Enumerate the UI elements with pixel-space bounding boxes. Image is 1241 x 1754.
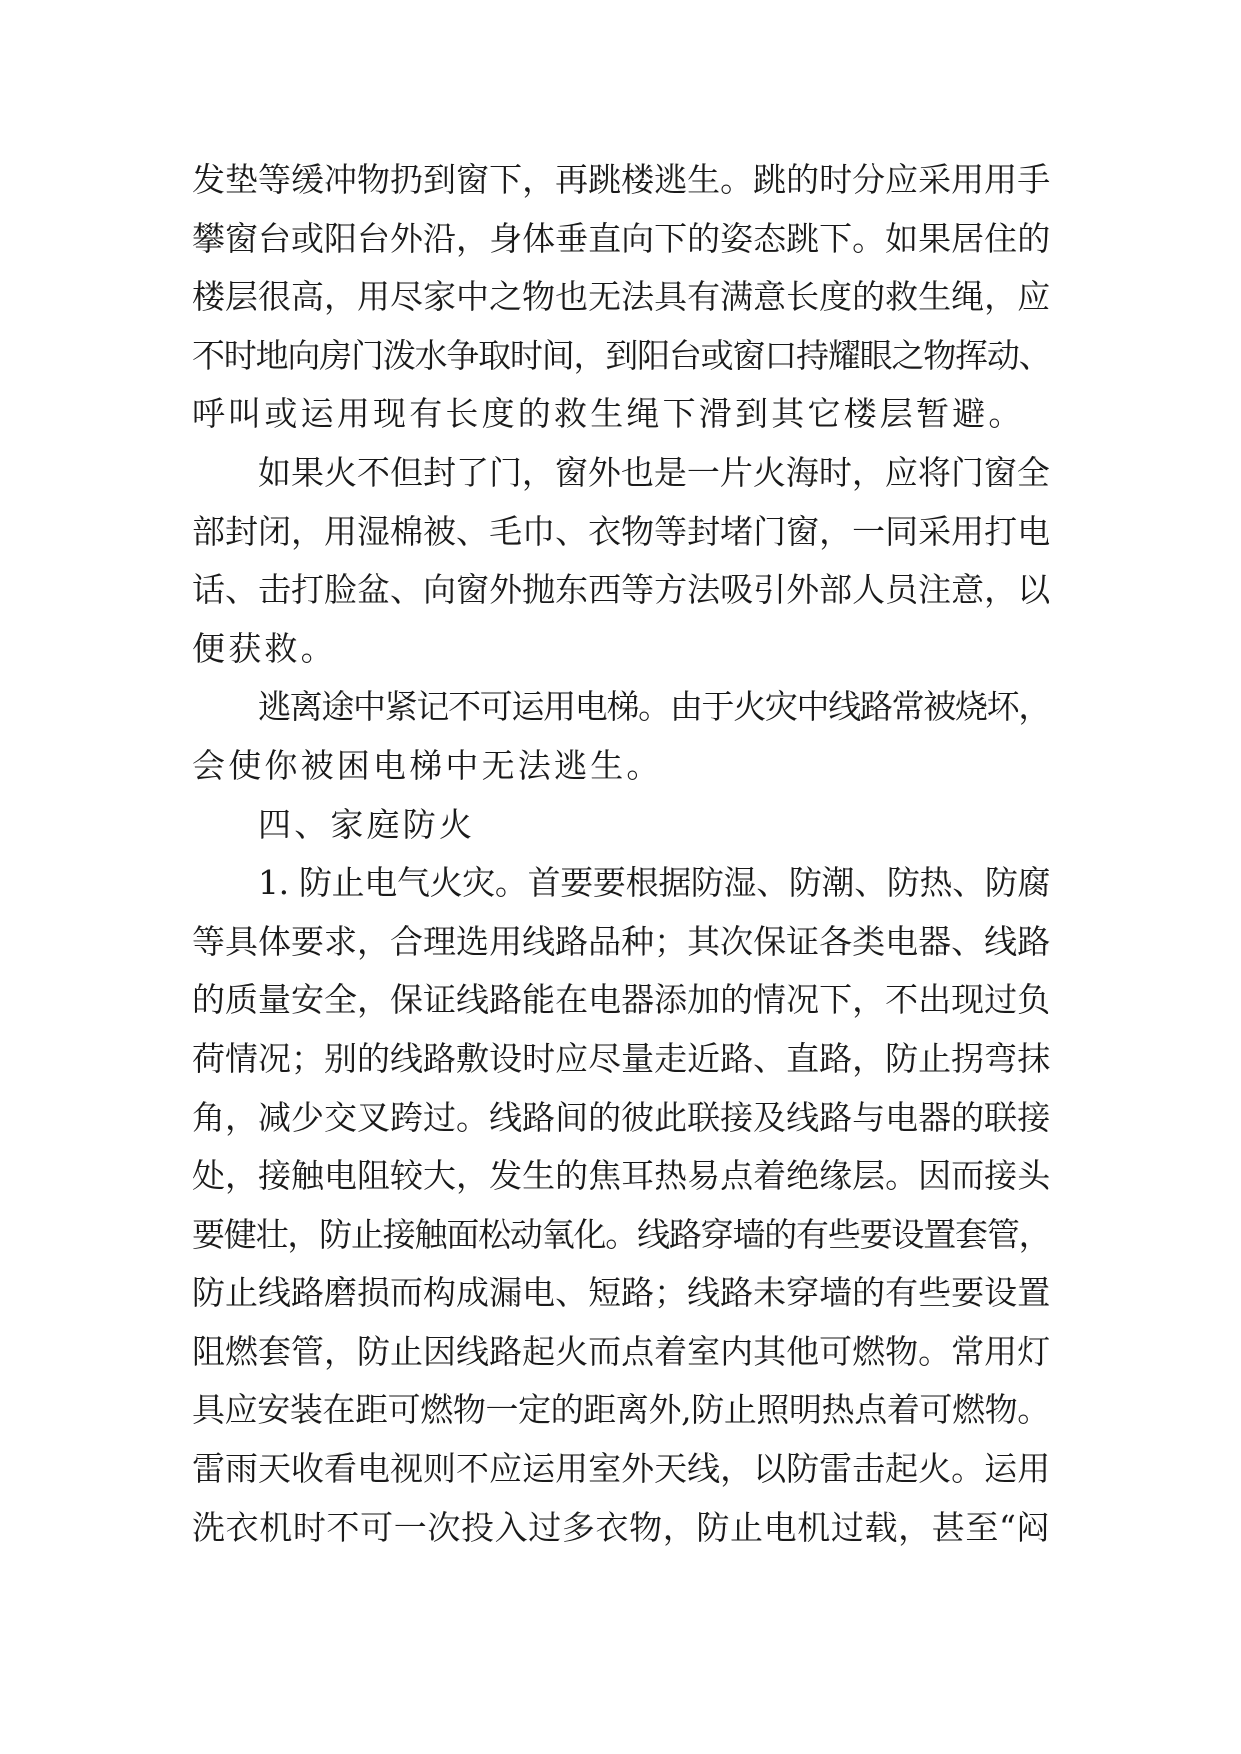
text-line: 会使你被困电梯中无法逃生。 bbox=[192, 745, 663, 785]
text-line: 的质量安全，保证线路能在电器添加的情况下，不出现过负 bbox=[192, 980, 1051, 1020]
text-line: 发垫等缓冲物扔到窗下，再跳楼逃生。跳的时分应采用用手 bbox=[192, 160, 1051, 199]
text-line: 便获救。 bbox=[192, 628, 337, 668]
text-line: 角，减少交叉跨过。线路间的彼此联接及线路与电器的联接 bbox=[192, 1097, 1051, 1137]
text-line: 雷雨天收看电视则不应运用室外天线，以防雷击起火。运用 bbox=[192, 1449, 1051, 1489]
section-heading: 四、家庭防火 bbox=[258, 804, 476, 844]
text-line: 要健壮，防止接触面松动氧化。线路穿墙的有些要设置套管， bbox=[192, 1214, 1051, 1254]
text-line: 话、击打脸盆、向窗外抛东西等方法吸引外部人员注意，以 bbox=[192, 570, 1051, 610]
text-line: 呼叫或运用现有长度的救生绳下滑到其它楼层暂避。 bbox=[192, 394, 1025, 434]
text-line: 洗衣机时不可一次投入过多衣物，防止电机过载，甚至“闷 bbox=[192, 1507, 1051, 1547]
text-line: 等具体要求，合理选用线路品种；其次保证各类电器、线路 bbox=[192, 921, 1051, 961]
paragraph-start-line: 如果火不但封了门，窗外也是一片火海时，应将门窗全 bbox=[258, 452, 1050, 492]
text-line: 阻燃套管，防止因线路起火而点着室内其他可燃物。常用灯 bbox=[192, 1331, 1051, 1371]
text-line: 具应安装在距可燃物一定的距离外,防止照明热点着可燃物。 bbox=[192, 1390, 1050, 1430]
text-line: 防止线路磨损而构成漏电、短路；线路未穿墙的有些要设置 bbox=[192, 1273, 1051, 1313]
paragraph-start-line: 1. 防止电气火灾。首要要根据防湿、防潮、防热、防腐 bbox=[258, 863, 1051, 903]
text-line: 荷情况；别的线路敷设时应尽量走近路、直路，防止拐弯抹 bbox=[192, 1038, 1051, 1078]
text-line: 攀窗台或阳台外沿，身体垂直向下的姿态跳下。如果居住的 bbox=[192, 218, 1051, 258]
text-line: 楼层很高，用尽家中之物也无法具有满意长度的救生绳，应 bbox=[192, 277, 1051, 317]
text-line: 处，接触电阻较大，发生的焦耳热易点着绝缘层。因而接头 bbox=[192, 1156, 1051, 1196]
document-body bbox=[192, 151, 1050, 1557]
text-line: 部封闭，用湿棉被、毛巾、衣物等封堵门窗，一同采用打电 bbox=[192, 511, 1051, 551]
paragraph-start-line: 逃离途中紧记不可运用电梯。由于火灾中线路常被烧坏， bbox=[258, 687, 1051, 727]
text-line: 不时地向房门泼水争取时间，到阳台或窗口持耀眼之物挥动、 bbox=[192, 335, 1051, 375]
